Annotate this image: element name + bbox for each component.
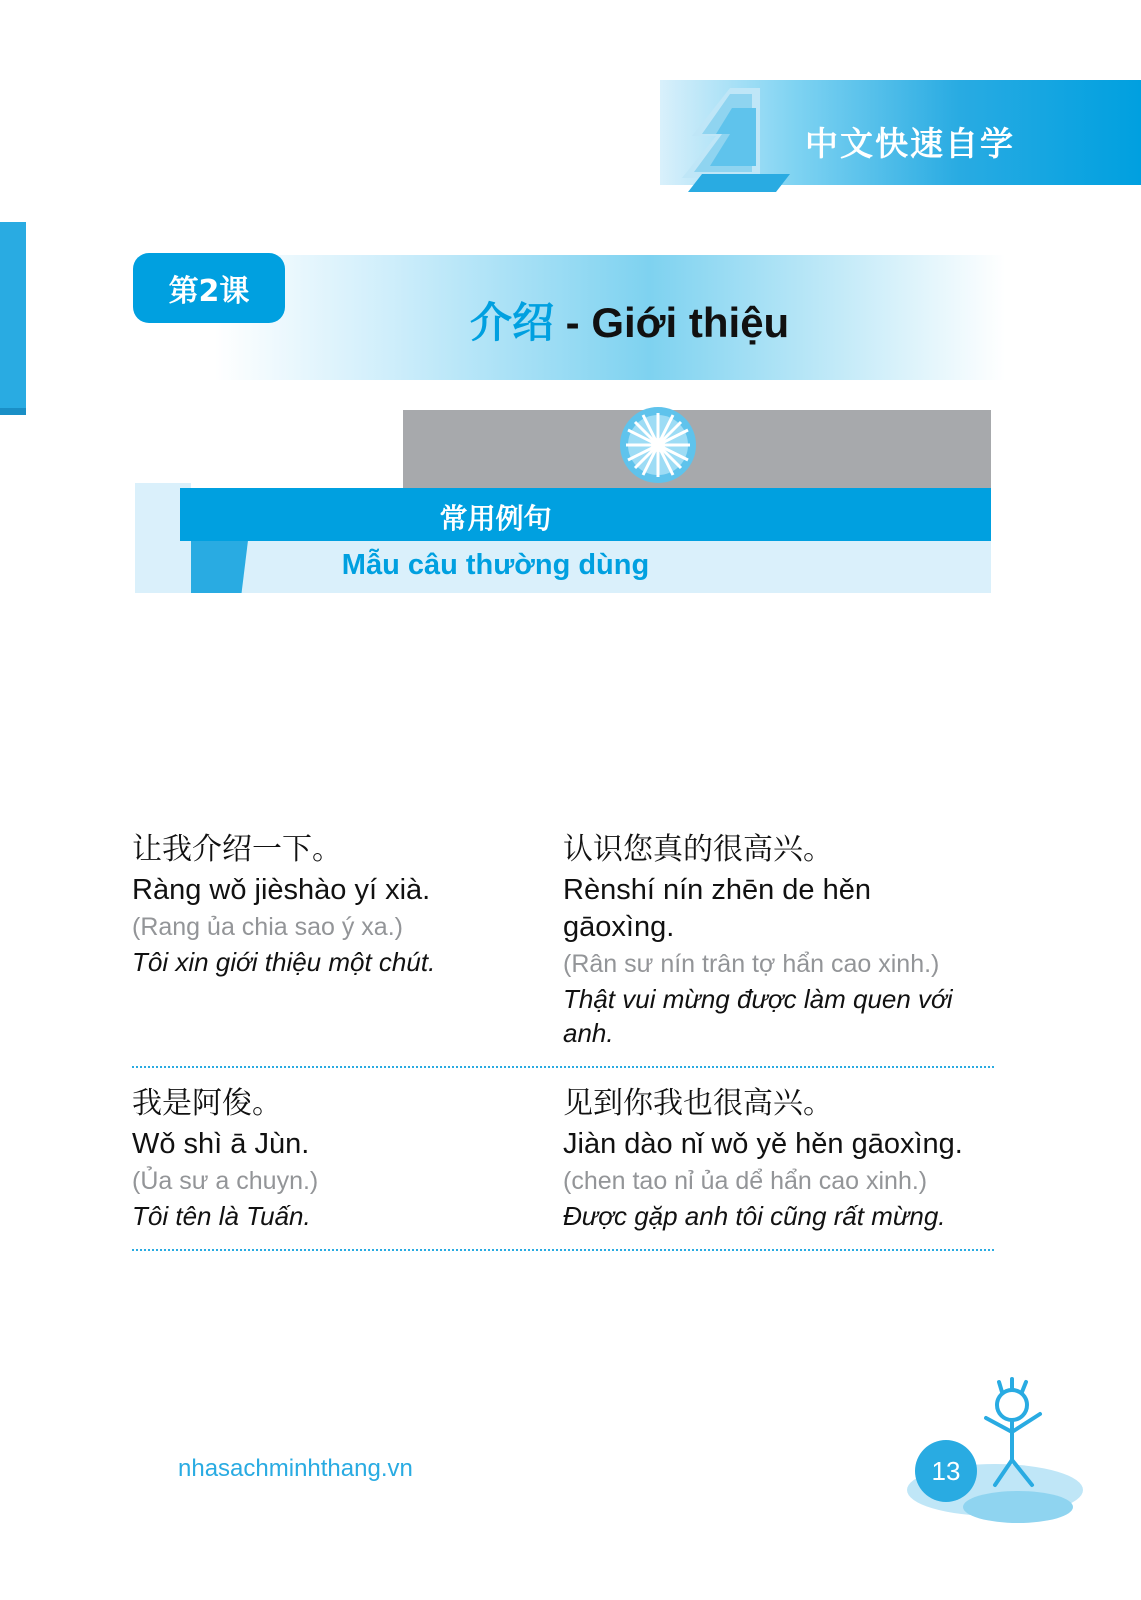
phrase-translation: Được gặp anh tôi cũng rất mừng.: [563, 1201, 946, 1232]
phrase-hanzi: 让我介绍一下。: [132, 832, 342, 867]
phrase-pinyin: Wǒ shì ā Jùn.: [132, 1128, 310, 1161]
section-title-vietnamese: Mẫu câu thường dùng: [341, 549, 650, 581]
left-edge-mark-primary: [0, 222, 26, 408]
phrase-table: [132, 830, 994, 1251]
lesson-title-separator: -: [554, 299, 592, 346]
page-number-badge: 13: [915, 1440, 977, 1502]
table-row: [132, 1068, 994, 1251]
phrase-translation: Thật vui mừng được làm quen với anh.: [563, 983, 953, 1049]
section-title-chinese: 常用例句: [439, 502, 552, 535]
footer-website-url[interactable]: nhasachminhthang.vn: [178, 1455, 413, 1482]
lesson-number-chip: 第2课: [133, 253, 285, 323]
phrase-pinyin: Rènshí nín zhēn de hěn gāoxìng.: [563, 873, 871, 943]
phrase-cell-left: [132, 830, 563, 1050]
phrase-cell-right: [563, 1084, 994, 1233]
phrase-approximation: (Rân sư nín trân tợ hẩn cao xinh.): [563, 949, 940, 978]
phrase-approximation: (chen tao nỉ ủa dể hẩn cao xinh.): [563, 1167, 928, 1196]
phrase-translation: Tôi xin giới thiệu một chút.: [132, 946, 436, 977]
phrase-cell-right: [563, 830, 994, 1050]
table-row: [132, 830, 994, 1068]
phrase-cell-left: [132, 1084, 563, 1233]
phrase-approximation: (Ủa sư a chuyn.): [132, 1167, 319, 1196]
lesson-title-vietnamese: Giới thiệu: [591, 299, 790, 346]
pinwheel-icon: [618, 405, 698, 485]
phrase-hanzi: 认识您真的很高兴。: [563, 832, 833, 867]
open-book-icon: [672, 78, 792, 196]
phrase-hanzi: 见到你我也很高兴。: [563, 1086, 833, 1122]
phrase-pinyin: Ràng wǒ jièshào yí xià.: [132, 873, 431, 906]
phrase-translation: Tôi tên là Tuấn.: [132, 1201, 311, 1232]
brand-title: 中文快速自学: [805, 124, 1015, 163]
phrase-pinyin: Jiàn dào nǐ wǒ yě hěn gāoxìng.: [563, 1128, 963, 1161]
phrase-approximation: (Rang ủa chia sao ý xa.): [132, 912, 403, 941]
page-title: [470, 290, 789, 350]
phrase-hanzi: 我是阿俊。: [132, 1086, 282, 1122]
left-edge-mark-secondary: [0, 408, 26, 415]
lesson-title-chinese: 介绍: [470, 298, 555, 347]
